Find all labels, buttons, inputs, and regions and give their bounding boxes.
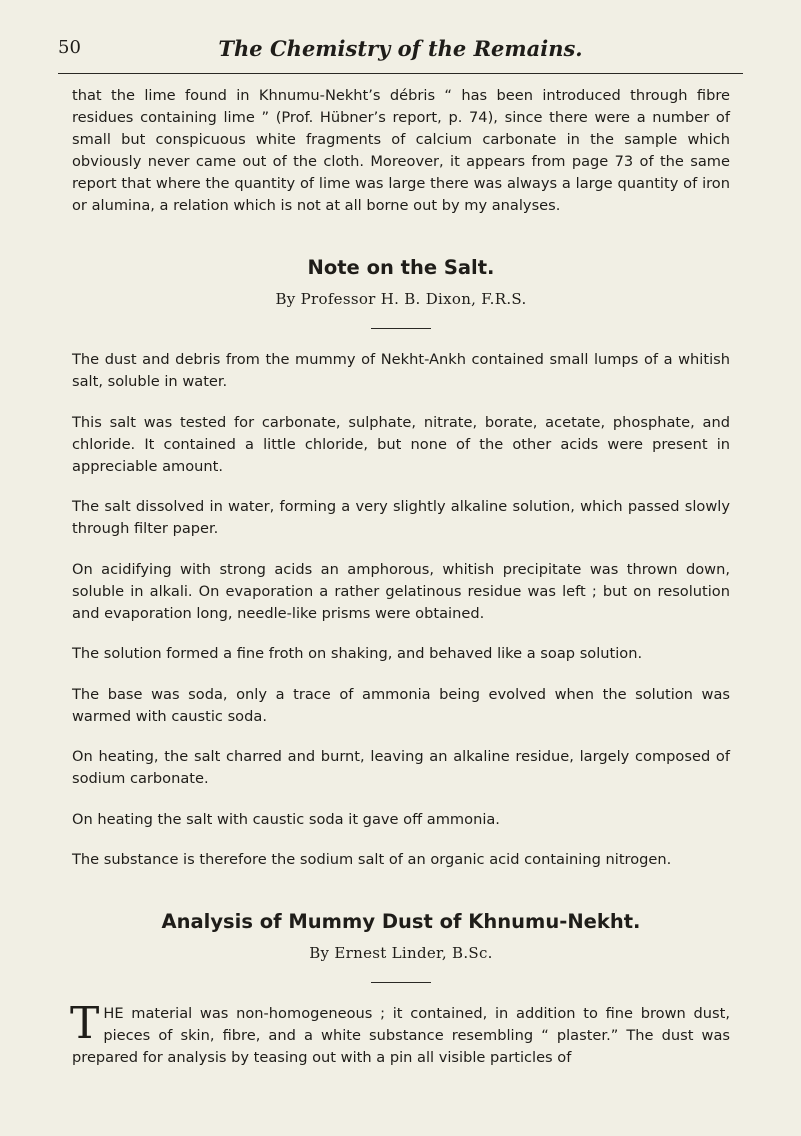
paragraph: On heating the salt with caustic soda it gave off ammonia. — [72, 810, 500, 828]
section-mummy-dust-analysis — [72, 909, 730, 1069]
paragraph: The base was soda, only a trace of ammonia being evolved when the solution was warmed with caustic soda. — [72, 685, 730, 725]
section-note-on-salt — [72, 255, 730, 871]
paragraph: The substance is therefore the sodium salt of an organic acid containing nitrogen. — [72, 851, 672, 868]
paragraph: This salt was tested for carbonate, sulphate, nitrate, borate, acetate, phosphate, and chloride. It contained a little chloride, but none of the other acids were present in appreciable amount. — [72, 413, 730, 475]
section-title: Analysis of Mummy Dust of Khnumu-Nekht. — [161, 910, 641, 933]
paragraph-text: HE material was non-homogeneous ; it contained, in addition to fine brown dust, pieces of skin, fibre, and a white substance resembling “ plaster.” The dust was prepared for analysis by teasing out with a pin all visible particles of — [72, 1005, 730, 1066]
page-header — [58, 33, 743, 74]
section-byline: By Ernest Linder, B.Sc. — [309, 944, 493, 962]
paragraph — [70, 998, 730, 1069]
paragraph: The solution formed a fine froth on shaking, and behaved like a soap solution. — [72, 645, 643, 662]
section-divider — [371, 328, 431, 329]
intro-paragraph: that the lime found in Khnumu-Nekht’s débris “ has been introduced through fibre residues containing lime ” (Prof. Hübner’s report, p. 74), since there were a number of small but conspicuous white fragments of calcium carbonate in the sample which obviously never came out of the cloth. Moreover, it appears from page 73 of the same report that where the quantity of lime was large there was always a large quantity of iron or alumina, a relation which is not at all borne out by my analyses. — [72, 87, 730, 214]
paragraph: The dust and debris from the mummy of Nekht-Ankh contained small lumps of a whitish salt, soluble in water. — [72, 351, 730, 390]
paragraph: On heating, the salt charred and burnt, leaving an alkaline residue, largely composed of sodium carbonate. — [72, 748, 730, 787]
paragraph: On acidifying with strong acids an amphorous, whitish precipitate was thrown down, soluble in alkali. On evaporation a rather gelatinous residue was left ; but on resolution and evaporation long, needle-like prisms were obtained. — [72, 560, 730, 622]
drop-cap: T — [70, 998, 100, 1049]
running-title: The Chemistry of the Remains. — [218, 36, 583, 61]
paragraph: The salt dissolved in water, forming a very slightly alkaline solution, which passed slowly through filter paper. — [72, 498, 730, 537]
page-number: 50 — [58, 37, 81, 58]
page-body — [72, 85, 730, 1069]
section-byline: By Professor H. B. Dixon, F.R.S. — [275, 290, 527, 308]
section-title: Note on the Salt. — [307, 256, 495, 279]
section-divider — [371, 982, 431, 983]
